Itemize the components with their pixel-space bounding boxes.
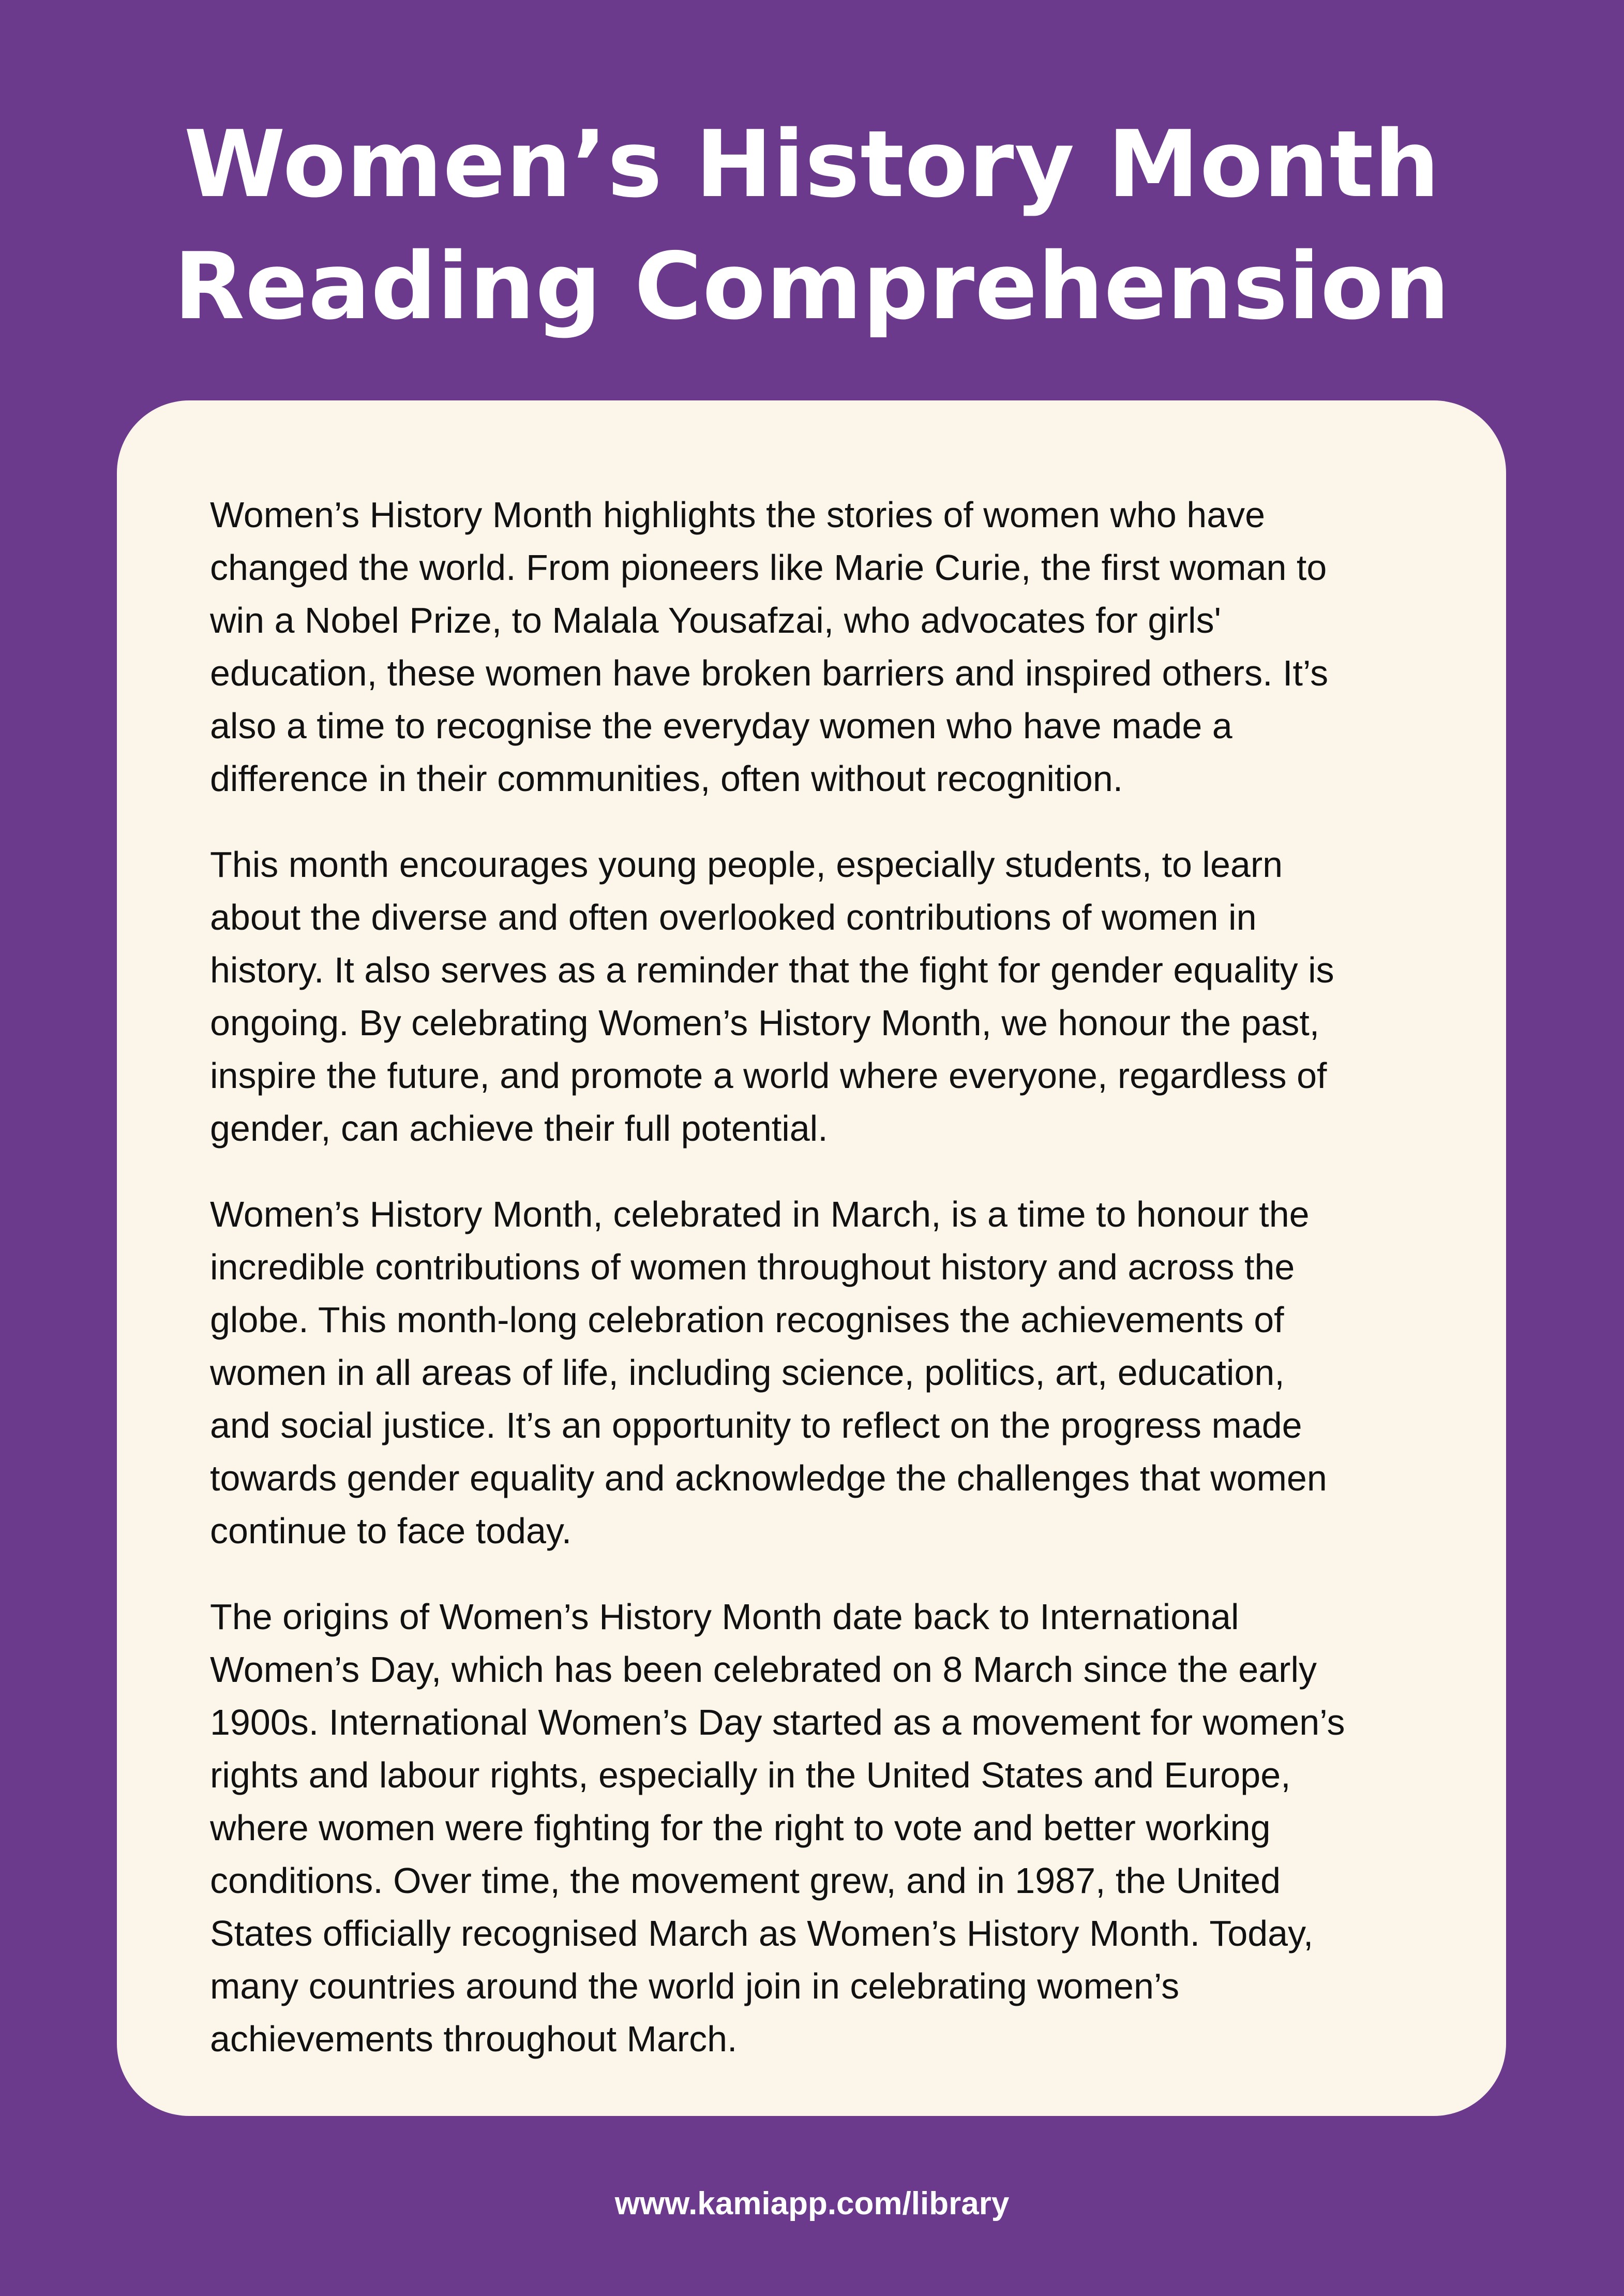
page-title (0, 103, 1624, 348)
passage-paragraph-3: Women’s History Month, celebrated in March, is a time to honour the incredible contributions of women throughout history and across the globe. This month-long celebration recognises the achievements of women in all areas of life, including science, politics, art, education, and social justice. It’s an opportunity to reflect on the progress made towards gender equality and acknowledge the challenges that women continue to face today. (210, 1194, 1327, 1551)
passage-card (117, 400, 1506, 2116)
title-line-1: Women’s History Month (184, 111, 1440, 218)
passage-paragraph-4: The origins of Women’s History Month date back to International Women’s Day, which has been celebrated on 8 March since the early 1900s. International Women’s Day started as a movement for women’s rights and labour rights, especially in the United States and Europe, where women were fighting for the right to vote and better working conditions. Over time, the movement grew, and in 1987, the United States officially recognised March as Women’s History Month. Today, many countries around the world join in celebrating women’s achievements throughout March. (210, 1597, 1345, 2059)
passage-paragraph-1: Women’s History Month highlights the stories of women who have changed the world. From pioneers like Marie Curie, the first woman to win a Nobel Prize, to Malala Yousafzai, who advocates for girls' education, these women have broken barriers and inspired others. It’s also a time to recognise the everyday women who have made a difference in their communities, often without recognition. (210, 495, 1329, 799)
title-line-2: Reading Comprehension (174, 233, 1450, 340)
footer-url: www.kamiapp.com/library (614, 2186, 1010, 2222)
passage-paragraph-2: This month encourages young people, especially students, to learn about the diverse and often overlooked contributions of women in history. It also serves as a reminder that the fight for gender equality is ongoing. By celebrating Women’s History Month, we honour the past, inspire the future, and promote a world where everyone, regardless of gender, can achieve their full potential. (210, 844, 1334, 1149)
